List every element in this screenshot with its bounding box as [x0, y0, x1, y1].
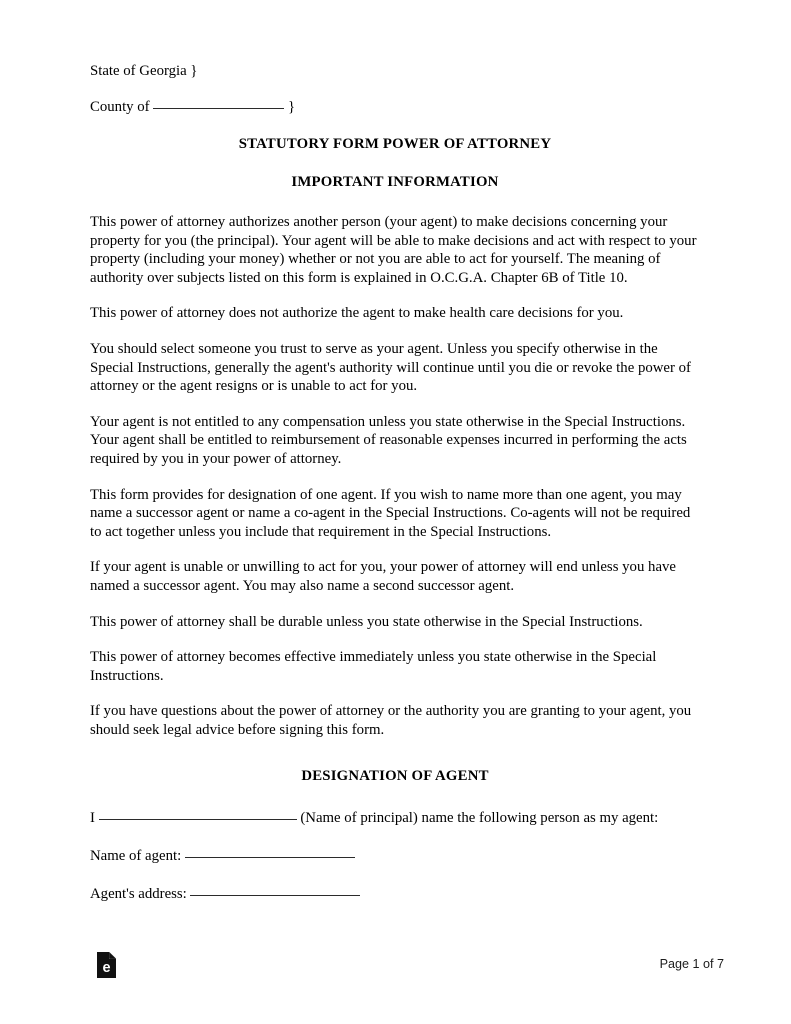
designation-of-agent-heading: DESIGNATION OF AGENT [301, 768, 489, 785]
paragraph-successor-agent: If your agent is unable or unwilling to act for you, your power of attorney will end unless you have named a successor agent. You may also name a second successor agent. [90, 559, 676, 594]
principal-name-field[interactable] [99, 819, 297, 820]
county-label: County of [90, 99, 150, 115]
page-number-label: Page 1 of 7 [659, 957, 724, 971]
page-title: STATUTORY FORM POWER OF ATTORNEY [238, 136, 552, 152]
svg-text:e: e [102, 960, 111, 977]
paragraph-compensation: Your agent is not entitled to any compensation unless you state otherwise in the Special Instructions. Your agent shall be entitled to reimbursement of reasonable expenses incurred in performing the acts required by you in your power of attorney. [90, 413, 687, 467]
paragraph-authorization: This power of attorney authorizes another person (your agent) to make decisions concerning your property for you (the principal). Your agent will be able to make decisions and act with respect to your property (including your money) whether or not you are able to act for yourself. The meaning of authority over subjects listed on this form is explained in O.C.G.A. Chapter 6B of Title 10. [90, 214, 697, 286]
paragraph-select-agent: You should select someone you trust to serve as your agent. Unless you specify otherwise in the Special Instructions, generally the agent's authority will continue until you die or revoke the power of attorney or the agent resigns or is unable to act for you. [90, 340, 691, 395]
document-e-icon [97, 952, 116, 978]
agent-name-label: Name of agent: [90, 848, 182, 865]
paragraph-one-agent: This form provides for designation of one agent. If you wish to name more than one agent, you may name a successor agent or name a co-agent in the Special Instructions. Co-agents will not be required to act together unless you include that requirement in the Special Instructions. [90, 486, 691, 540]
county-brace: } [288, 99, 296, 115]
principal-suffix-text: (Name of principal) name the following person as my agent: [300, 810, 659, 827]
principal-prefix: I [90, 810, 95, 827]
paragraph-effective-date: This power of attorney becomes effective immediately unless you state otherwise in the Special Instructions. [90, 649, 657, 684]
important-information-heading: IMPORTANT INFORMATION [291, 174, 499, 190]
principal-name-line [90, 809, 700, 828]
state-line-text: State of Georgia } [90, 63, 198, 79]
paragraph-health-care-exclusion: This power of attorney does not authorize the agent to make health care decisions for you. [90, 305, 624, 322]
agent-address-label: Agent's address: [90, 886, 187, 903]
county-line [90, 98, 700, 117]
paragraph-durable: This power of attorney shall be durable unless you state otherwise in the Special Instructions. [90, 613, 643, 630]
county-blank-field[interactable] [153, 108, 284, 109]
agent-address-line [90, 885, 700, 904]
agent-name-field[interactable] [185, 857, 355, 858]
state-line [90, 62, 700, 81]
page-footer [0, 945, 791, 995]
agent-name-line [90, 847, 700, 866]
document-content [90, 62, 700, 904]
agent-address-field[interactable] [190, 895, 360, 896]
paragraph-legal-advice: If you have questions about the power of attorney or the authority you are granting to your agent, you should seek legal advice before signing this form. [90, 703, 692, 738]
